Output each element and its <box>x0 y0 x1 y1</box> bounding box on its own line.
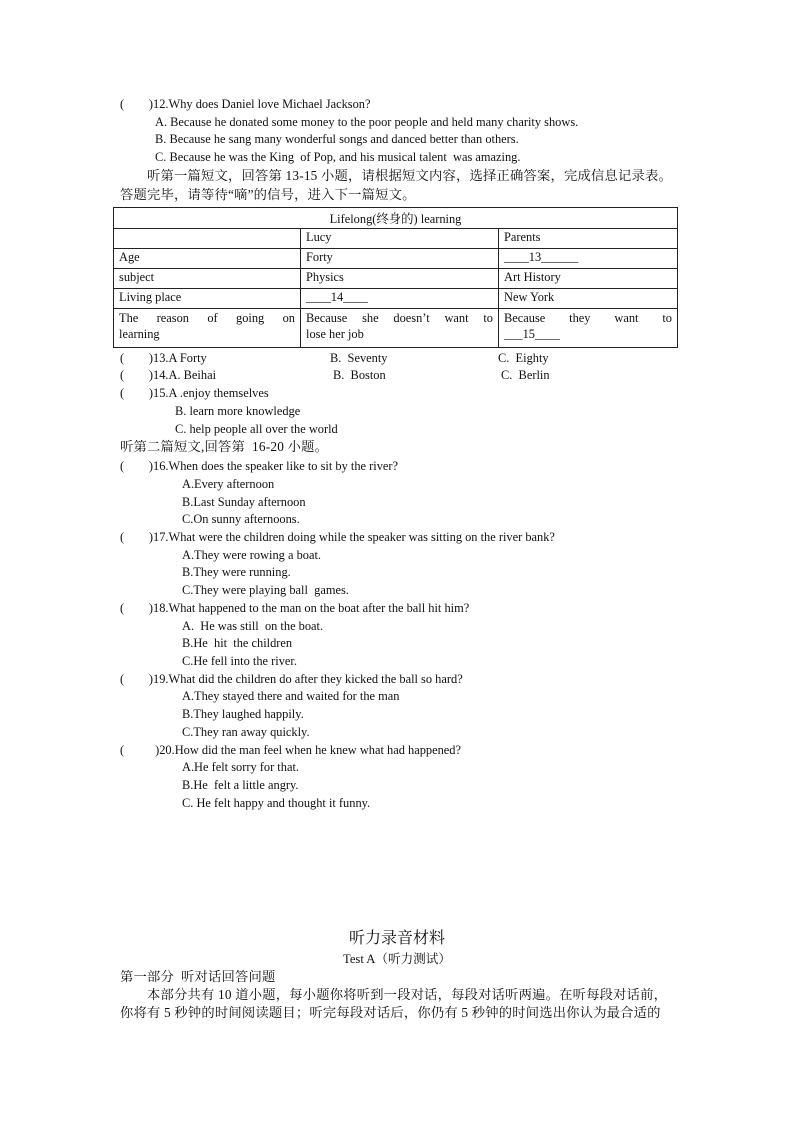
table-cell: Living place <box>114 289 301 309</box>
reason-label-line2: learning <box>119 327 160 341</box>
lifelong-learning-table <box>113 207 678 348</box>
q17-option-b: B.They were running. <box>182 565 291 579</box>
q18-stem: ( )18.What happened to the man on the boat after the ball hit him? <box>120 601 470 615</box>
table-cell: Forty <box>301 249 499 269</box>
reason-parents-line1: Because they want to <box>504 311 672 325</box>
table-header-lucy: Lucy <box>301 229 499 249</box>
appendix-part-heading: 第一部分 听对话回答问题 <box>120 969 276 984</box>
appendix-subtitle: Test A（听力测试） <box>343 952 451 966</box>
q14-option-c: C. Berlin <box>501 368 550 382</box>
q14-stem: ( )14.A. Beihai <box>120 368 217 382</box>
table-cell-reason-lucy <box>301 309 499 348</box>
q12-option-a: A. Because he donated some money to the poor people and held many charity shows. <box>155 115 579 129</box>
q19-option-c: C.They ran away quickly. <box>182 725 310 739</box>
table-row-reason <box>114 309 678 348</box>
q18-option-c: C.He fell into the river. <box>182 654 297 668</box>
q12-option-b: B. Because he sang many wonderful songs and danced better than others. <box>155 132 519 146</box>
appendix-paragraph-line1: 本部分共有 10 道小题，每小题你将听到一段对话，每段对话听两遍。在听每段对话前， <box>147 987 668 1002</box>
table-row <box>114 269 678 289</box>
table-title: Lifelong(终身的) learning <box>114 208 678 229</box>
table-cell: Physics <box>301 269 499 289</box>
table-header-row <box>114 229 678 249</box>
reason-lucy-line1: Because she doesn’t want to <box>306 311 493 325</box>
table-cell: New York <box>499 289 678 309</box>
table-row <box>114 249 678 269</box>
q20-option-b: B.He felt a little angry. <box>182 778 299 792</box>
q13-option-c: C. Eighty <box>498 351 549 365</box>
table-cell-reason-parents <box>499 309 678 348</box>
q20-option-a: A.He felt sorry for that. <box>182 760 299 774</box>
table-row <box>114 289 678 309</box>
table-cell-blank-13: ____13______ <box>499 249 678 269</box>
q13-option-b: B. Seventy <box>330 351 388 365</box>
table-cell: subject <box>114 269 301 289</box>
q16-option-c: C.On sunny afternoons. <box>182 512 300 526</box>
table-cell: Age <box>114 249 301 269</box>
q18-option-b: B.He hit the children <box>182 636 293 650</box>
reason-parents-line2: ___15____ <box>504 327 560 341</box>
q19-option-b: B.They laughed happily. <box>182 707 304 721</box>
q19-stem: ( )19.What did the children do after they kicked the ball so hard? <box>120 672 463 686</box>
table-cell: Art History <box>499 269 678 289</box>
q12-stem: ( )12.Why does Daniel love Michael Jackson? <box>120 97 371 111</box>
q20-option-c: C. He felt happy and thought it funny. <box>182 796 371 810</box>
q13-stem: ( )13.A Forty <box>120 351 207 365</box>
q12-option-c: C. Because he was the King of Pop, and his musical talent was amazing. <box>155 150 521 164</box>
table-cell-blank-14: ____14____ <box>301 289 499 309</box>
q15-option-c: C. help people all over the world <box>175 422 338 436</box>
table-header-blank <box>114 229 301 249</box>
section1-instruction-line2: 答题完毕，请等待“嘀”的信号，进入下一篇短文。 <box>120 187 416 202</box>
q18-option-a: A. He was still on the boat. <box>182 619 324 633</box>
section1-instruction-line1: 听第一篇短文，回答第 13-15 小题，请根据短文内容，选择正确答案，完成信息记录表。 <box>147 168 672 183</box>
reason-label-line1: The reason of going on <box>119 311 295 325</box>
table-header-parents: Parents <box>499 229 678 249</box>
q17-option-a: A.They were rowing a boat. <box>182 548 322 562</box>
q20-stem: ( )20.How did the man feel when he knew what had happened? <box>120 743 461 757</box>
appendix-title: 听力录音材料 <box>348 930 445 947</box>
section2-instruction: 听第二篇短文,回答第 16-20 小题。 <box>120 439 329 454</box>
q14-option-b: B. Boston <box>333 368 386 382</box>
q17-option-c: C.They were playing ball games. <box>182 583 349 597</box>
appendix-paragraph-line2: 你将有 5 秒钟的时间阅读题目；听完每段对话后，你仍有 5 秒钟的时间选出你认为最合适的 <box>120 1005 661 1020</box>
reason-lucy-line2: lose her job <box>306 327 364 341</box>
table-cell-reason-label <box>114 309 301 348</box>
q16-option-b: B.Last Sunday afternoon <box>182 495 306 509</box>
q17-stem: ( )17.What were the children doing while the speaker was sitting on the river bank? <box>120 530 555 544</box>
q16-stem: ( )16.When does the speaker like to sit by the river? <box>120 459 399 473</box>
q15-stem: ( )15.A .enjoy themselves <box>120 386 269 400</box>
q16-option-a: A.Every afternoon <box>182 477 275 491</box>
q19-option-a: A.They stayed there and waited for the man <box>182 689 400 703</box>
q15-option-b: B. learn more knowledge <box>175 404 301 418</box>
